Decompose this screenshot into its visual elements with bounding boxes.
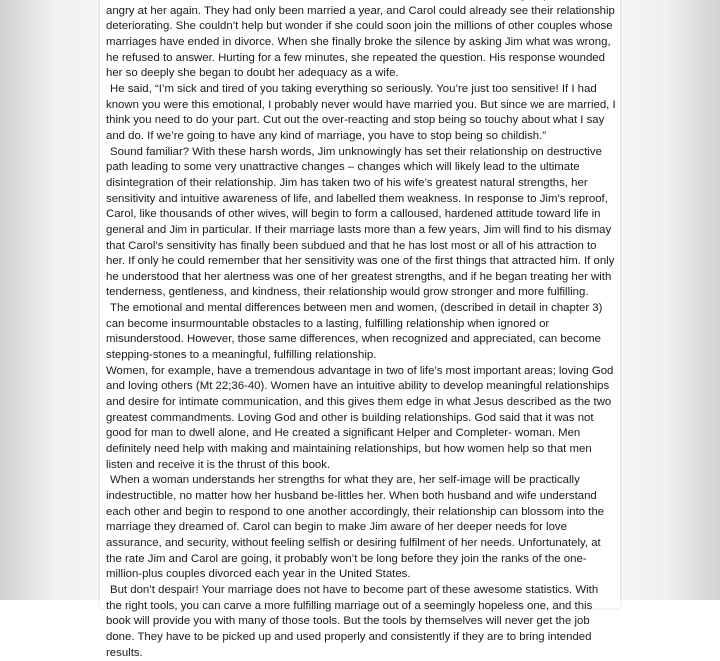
paragraph-4: The emotional and mental differences between men and women, (described in detail in chapter 3) can become insurmountable obstacles to a lasting, fulfilling relationship when ignored or misunderstood. However, those same differences, when recognized and appreciated, can become stepping-stones to a meaningful, fulfilling relationship. xyxy=(106,302,603,362)
paragraph-2: He said, “I’m sick and tired of you taking everything so seriously. You’re just too sensitive! If I had known you were this emotional, I probably never would have married you. But since we are married, I think you need to do your part. Cut out the over-reacting and stop being so touchy about what I say and do. If we’re going to have any kind of marriage, you have to stop being so childish.” xyxy=(106,82,616,142)
paragraph-5: Women, for example, have a tremendous advantage in two of life’s most important areas; loving God and loving others (Mt 22;36-40). Women have an intuitive ability to develop meaningful relationships and desire for intimate communication, and this gives them edge in what Jesus described as the two greatest commandments. Loving God and other is building relationships. God said that it was not good for man to dwell alone, and He created a significant Helper and Completer- woman. Men definitely need help with making and maintaining relationships, but how women help so that men listen and receive it is the thrust of this book. xyxy=(106,364,614,471)
paragraph-7: But don’t despair! Your marriage does not have to become part of these awesome statistics. With the right tools, you can carve a more fulfilling marriage out of a seemingly hopeless one, and this book will provide you with many of those tools. But the tools by themselves will never get the job done. They have to be picked up and used properly and consistently if they are to bring intended results. xyxy=(106,583,599,659)
left-background-edge xyxy=(0,0,100,600)
document-page xyxy=(100,0,620,659)
paragraph-1: angry at her again. They had only been married a year, and Carol could already see their relationship deteriorating. She couldn’t help but wonder if she could soon join the millions of other couples whose marriages have ended in divorce. When she finally broke the silence by asking Jim what was wrong, he refused to answer. Hurting for a few minutes, she repeated the question. His response wounded her so deeply she began to doubt her adequacy as a wife. xyxy=(106,4,615,80)
right-background-edge xyxy=(620,0,720,600)
document-body xyxy=(106,0,616,661)
paragraph-6: When a woman understands her strengths for what they are, her self-image will be practically indestructible, no matter how her husband be-littles her. When both husband and wife understand each other and begin to respond to one another accordingly, their relationship can blossom into the marriage they dreamed of. Carol can begin to make Jim aware of her deeper needs for love assurance, and security, without feeling selfish or desiring fulfilment of her needs. Unfortunately, at the rate Jim and Carol are going, it probably won’t be long before they join the ranks of the one-million-plus couples divorced each year in the United States. xyxy=(106,474,605,581)
paragraph-3: Sound familiar? With these harsh words, Jim unknowingly has set their relationship on destructive path leading to some very unattractive changes – changes which will likely lead to the ultimate disintegration of their relationship. Jim has taken two of his wife’s greatest natural strengths, her sensitivity and intuitive awareness of life, and labelled them weakness. In response to Jim’s reproof, Carol, like thousands of other wives, will begin to form a calloused, hardened attitude toward life in general and Jim in particular. If their marriage lasts more than a few years, Jim will find to his dismay that Carol’s sensitivity has finally been subdued and that he has lost most or all of his attraction to her. If only he could remember that her sensitivity was one of the first things that attracted him. If only he understood that her alertness was one of her greatest strengths, and if he began treating her with tenderness, gentleness, and kindness, their relationship would grow stronger and more fulfilling. xyxy=(106,145,615,299)
